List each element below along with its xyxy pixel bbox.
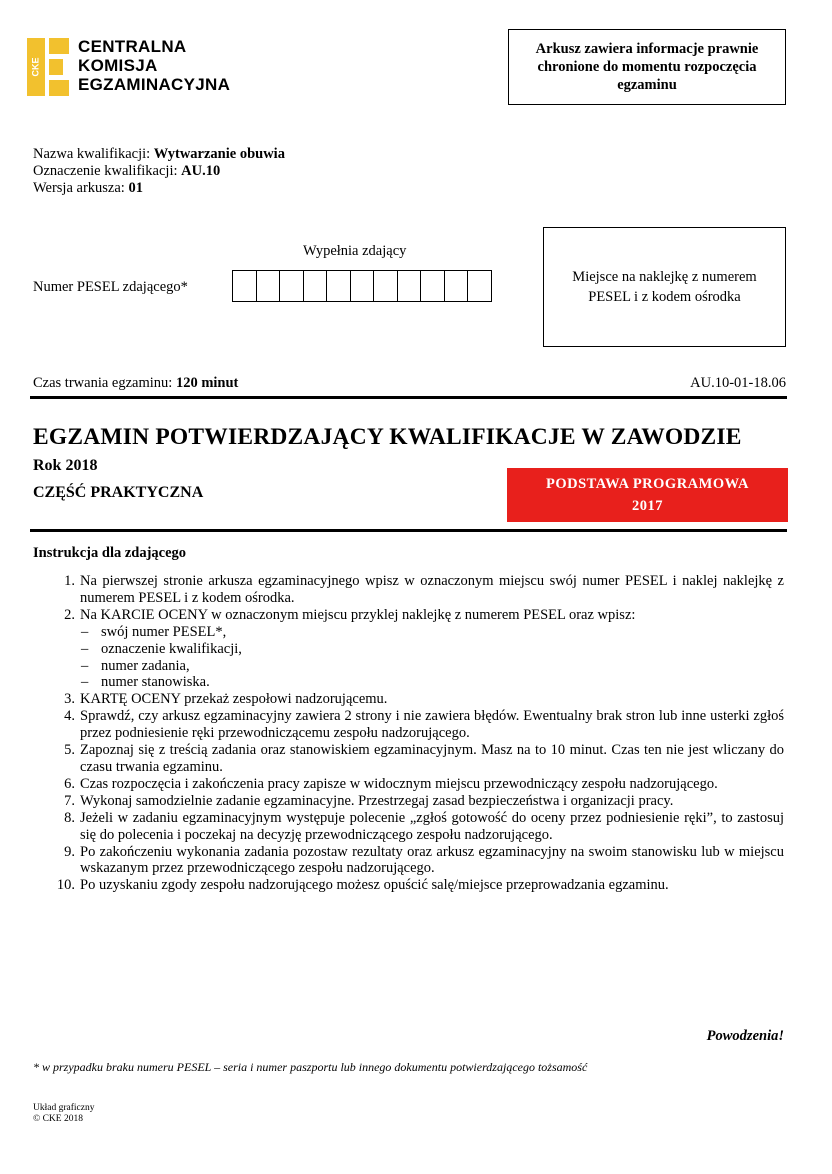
instruction-item [33, 877, 784, 894]
qualification-name-label: Nazwa kwalifikacji: [33, 146, 154, 162]
instruction-subitem [33, 658, 784, 675]
pesel-digit-box[interactable] [397, 270, 422, 302]
instructions-heading: Instrukcja dla zdającego [33, 545, 187, 561]
pesel-digit-box[interactable] [350, 270, 375, 302]
instruction-text: Sprawdź, czy arkusz egzaminacyjny zawiera 2 strony i nie zawiera błędów. Ewentualny brak stron lub inne usterki zgłoś przez podniesienie ręki przewodniczącemu zespołu nadzorującego. [80, 708, 784, 742]
curriculum-badge [507, 468, 788, 522]
dash-bullet: – [81, 623, 89, 640]
cke-logo-icon [27, 38, 69, 96]
instruction-subitem-text: numer stanowiska. [101, 674, 210, 691]
logo-line: KOMISJA [78, 56, 158, 75]
instruction-text: Po zakończeniu wykonania zadania pozostaw rezultaty oraz arkusz egzaminacyjny na swoim stanowisku lub w miejscu wskazanym przez przewodniczącego zespołu nadzorującego. [80, 843, 784, 877]
qualification-name-value: Wytwarzanie obuwia [153, 146, 285, 162]
pesel-digit-box[interactable] [467, 270, 492, 302]
dash-bullet: – [81, 640, 89, 657]
pesel-digit-box[interactable] [420, 270, 445, 302]
instruction-number: 10. [56, 877, 75, 894]
sheet-version [33, 180, 285, 197]
instruction-subitem [33, 641, 784, 658]
instruction-item [33, 573, 784, 607]
instruction-item [33, 691, 784, 708]
exam-title: EGZAMIN POTWIERDZAJĄCY KWALIFIKACJE W ZAWODZIE [33, 424, 742, 450]
instruction-number: 2. [64, 606, 75, 623]
instruction-number: 9. [64, 843, 75, 860]
sheet-code: AU.10-01-18.06 [690, 375, 786, 391]
pesel-digit-box[interactable] [232, 270, 257, 302]
exam-part: CZĘŚĆ PRAKTYCZNA [33, 484, 204, 501]
svg-text:CKE: CKE [30, 57, 41, 77]
pesel-digit-box[interactable] [373, 270, 398, 302]
instruction-number: 1. [64, 573, 75, 589]
instruction-item [33, 844, 784, 878]
instruction-subitem [33, 624, 784, 641]
pesel-digit-box[interactable] [326, 270, 351, 302]
exam-year: Rok 2018 [33, 457, 98, 474]
sheet-version-label: Wersja arkusza: [33, 180, 129, 196]
qualification-code [33, 163, 285, 180]
qualification-code-value: AU.10 [181, 163, 221, 179]
dash-bullet: – [81, 657, 89, 674]
exam-duration [33, 375, 238, 392]
instruction-item [33, 607, 784, 624]
credits-line: © CKE 2018 [33, 1114, 83, 1124]
instruction-text: Zapoznaj się z treścią zadania oraz stanowiskiem egzaminacyjnym. Masz na to 10 minut. Czas ten nie jest wliczany do czasu trwania egzaminu. [80, 742, 784, 775]
instruction-text: Wykonaj samodzielnie zadanie egzaminacyjne. Przestrzegaj zasad bezpieczeństwa i organizacji pracy. [80, 792, 674, 809]
instruction-subitem-text: numer zadania, [101, 657, 190, 674]
pesel-input-grid[interactable] [233, 270, 492, 302]
instruction-item [33, 793, 784, 810]
instruction-subitem-text: oznaczenie kwalifikacji, [101, 640, 242, 657]
instruction-text: Czas rozpoczęcia i zakończenia pracy zapisze w widocznym miejscu przewodniczący zespołu nadzorującego. [80, 775, 718, 792]
pesel-digit-box[interactable] [444, 270, 469, 302]
divider [30, 529, 787, 532]
instruction-item [33, 708, 784, 742]
instruction-number: 4. [64, 708, 75, 725]
instruction-number: 5. [64, 742, 75, 759]
sticker-placeholder: Miejsce na naklejkę z numerem PESEL i z kodem ośrodka [543, 227, 786, 347]
dash-bullet: – [81, 674, 89, 691]
filled-by-label: Wypełnia zdający [303, 243, 407, 259]
exam-duration-value: 120 minut [175, 375, 239, 391]
credits-line: Układ graficzny [33, 1103, 95, 1113]
logo-line: CENTRALNA [78, 37, 187, 56]
instruction-text: Na pierwszej stronie arkusza egzaminacyjnego wpisz w oznaczonym miejscu swój numer PESEL i naklej naklejkę z numerem PESEL i z kodem ośrodka. [80, 573, 784, 606]
instruction-subitem-text: swój numer PESEL*, [101, 623, 227, 640]
curriculum-badge-line2: 2017 [632, 498, 663, 514]
exam-duration-label: Czas trwania egzaminu: [33, 375, 176, 391]
instruction-item [33, 776, 784, 793]
pesel-digit-box[interactable] [279, 270, 304, 302]
pesel-digit-box[interactable] [256, 270, 281, 302]
pesel-label: Numer PESEL zdającego* [33, 279, 188, 295]
pesel-digit-box[interactable] [303, 270, 328, 302]
instruction-number: 8. [64, 809, 75, 826]
logo-wordmark [78, 37, 230, 94]
instruction-item [33, 742, 784, 776]
good-luck: Powodzenia! [706, 1028, 784, 1044]
sheet-version-value: 01 [128, 180, 143, 196]
qualification-code-label: Oznaczenie kwalifikacji: [33, 163, 182, 179]
instruction-number: 7. [64, 792, 75, 809]
instruction-text: Jeżeli w zadaniu egzaminacyjnym występuje polecenie „zgłoś gotowość do oceny przez podniesienie ręki”, to zastosuj się do polecenia i poczekaj na decyzję przewodniczącego zespołu nadzorującego. [80, 809, 784, 843]
confidential-notice: Arkusz zawiera informacje prawnie chronione do momentu rozpoczęcia egzaminu [508, 29, 786, 105]
logo-line: EGZAMINACYJNA [78, 75, 231, 94]
credits [33, 1103, 94, 1125]
instruction-text: Po uzyskaniu zgody zespołu nadzorującego możesz opuścić salę/miejsce przeprowadzania egzaminu. [80, 877, 669, 894]
instruction-text: Na KARCIE OCENY w oznaczonym miejscu przyklej naklejkę z numerem PESEL oraz wpisz: [80, 606, 636, 623]
qualification-info [33, 146, 285, 197]
instruction-text: KARTĘ OCENY przekaż zespołowi nadzorującemu. [80, 691, 388, 708]
curriculum-badge-line1: PODSTAWA PROGRAMOWA [546, 476, 749, 492]
qualification-name [33, 146, 285, 163]
instructions-list [33, 573, 784, 894]
instruction-number: 6. [64, 775, 75, 792]
instruction-item [33, 810, 784, 844]
footnote: * w przypadku braku numeru PESEL – seria i numer paszportu lub innego dokumentu potwierdzającego tożsamość [33, 1060, 588, 1074]
instruction-number: 3. [64, 691, 75, 708]
instruction-subitem [33, 674, 784, 691]
divider [30, 396, 787, 399]
